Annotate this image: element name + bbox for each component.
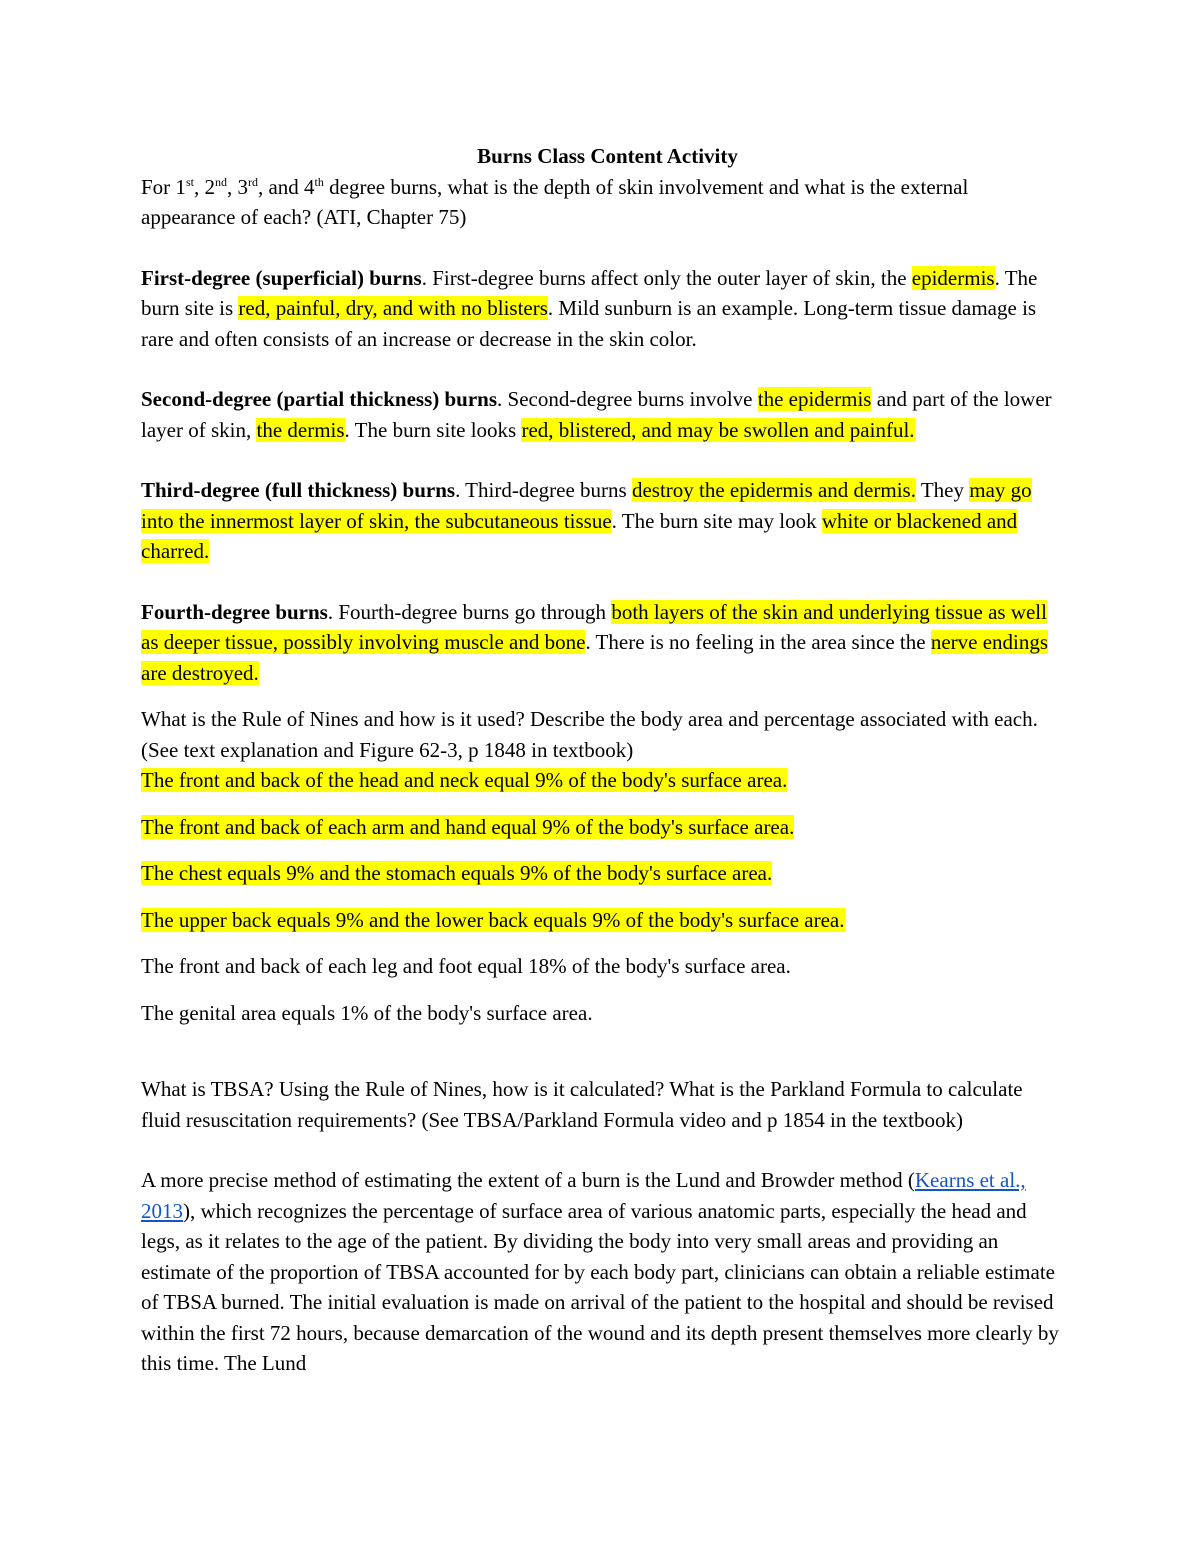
text-run: . Third-degree burns xyxy=(455,478,632,502)
q1-sup: st xyxy=(185,174,194,189)
rule-line: The genital area equals 1% of the body's surface area. xyxy=(141,1000,593,1025)
highlight: The chest equals 9% and the stomach equals 9% of the body's surface area. xyxy=(141,861,773,885)
text-run: . Fourth-degree burns go through xyxy=(327,599,612,624)
highlight: epidermis xyxy=(911,265,995,290)
document-title: Burns Class Content Activity xyxy=(477,144,738,168)
highlight: the dermis xyxy=(256,417,345,442)
text-run: . First-degree burns affect only the outer layer of skin, the xyxy=(421,265,912,290)
highlight: white or blackened and charred. xyxy=(141,508,1018,563)
highlight: both layers of the skin and underlying tissue as well as deeper tissue, possibly involving muscle and bone xyxy=(141,599,1047,654)
question-degrees xyxy=(141,172,1066,233)
text-run: . Second-degree burns involve xyxy=(497,387,758,411)
q1-text: For 1 xyxy=(141,174,186,199)
q1-sup: nd xyxy=(214,174,227,189)
highlight: destroy the epidermis and dermis. xyxy=(631,478,916,502)
document-page xyxy=(141,141,1066,1379)
question-tbsa: What is TBSA? Using the Rule of Nines, how is it calculated? What is the Parkland Formula to calculate fluid resuscitation requirements? (See TBSA/Parkland Formula video and p 1854 in the textbook) xyxy=(141,1077,1023,1132)
fourth-degree-paragraph xyxy=(141,597,1066,689)
text-run: . There is no feeling in the area since the xyxy=(585,630,931,654)
q1-text: degree burns, what is the depth of skin involvement and what is the external appearance of each? (ATI, Chapter 75) xyxy=(141,174,969,229)
first-degree-paragraph xyxy=(141,263,1066,355)
highlight: red, painful, dry, and with no blisters xyxy=(238,296,548,320)
text-run: . Mild sunburn is an example. Long-term tissue damage is rare and often consists of an increase or decrease in the skin color. xyxy=(141,296,1037,351)
text-run: . The burn site may look xyxy=(611,508,822,533)
q1-text: , and 4 xyxy=(257,174,315,199)
highlight: nerve endings are destroyed. xyxy=(141,630,1049,685)
third-degree-paragraph xyxy=(141,475,1066,567)
rule-line xyxy=(141,765,1066,796)
highlight: The front and back of the head and neck equal 9% of the body's surface area. xyxy=(141,768,788,792)
third-degree-heading: Third-degree (full thickness) burns xyxy=(141,478,456,502)
text-run: They xyxy=(915,478,970,502)
first-degree-heading: First-degree (superficial) burns xyxy=(141,265,422,290)
fourth-degree-heading: Fourth-degree burns xyxy=(141,599,328,624)
text-run: A more precise method of estimating the extent of a burn is the Lund and Browder method ( xyxy=(141,1168,915,1192)
text-run: and part of the lower layer of skin, xyxy=(141,387,1052,442)
second-degree-paragraph xyxy=(141,384,1066,445)
highlight: red, blistered, and may be swollen and painful. xyxy=(521,417,915,442)
q1-sup: rd xyxy=(247,174,258,189)
rule-line: The front and back of each leg and foot equal 18% of the body's surface area. xyxy=(141,954,791,978)
q1-text: , 2 xyxy=(193,174,215,199)
q1-sup: th xyxy=(314,174,324,189)
q1-text: , 3 xyxy=(226,174,248,199)
highlight: may go into the innermost layer of skin, the subcutaneous tissue xyxy=(141,478,1032,533)
lund-browder-paragraph xyxy=(141,1165,1066,1379)
text-run: . The burn site looks xyxy=(344,417,522,442)
question-rule-of-nines: What is the Rule of Nines and how is it used? Describe the body area and percentage associated with each. (See text explanation and Figure 62-3, p 1848 in textbook) xyxy=(141,707,1038,762)
second-degree-heading: Second-degree (partial thickness) burns xyxy=(141,387,498,411)
text-run: . The burn site is xyxy=(141,265,1038,320)
highlight: The upper back equals 9% and the lower back equals 9% of the body's surface area. xyxy=(141,907,845,932)
highlight: The front and back of each arm and hand equal 9% of the body's surface area. xyxy=(141,814,795,839)
rule-line xyxy=(141,858,1066,889)
text-run: ), which recognizes the percentage of surface area of various anatomic parts, especially the head and legs, as it relates to the age of the patient. By dividing the body into very small areas and providing an estimate of the proportion of TBSA accounted for by each body part, clinicians can obtain a reliable estimate of TBSA burned. The initial evaluation is made on arrival of the patient to the hospital and should be revised within the first 72 hours, because demarcation of the wound and its depth present themselves more clearly by this time. The Lund xyxy=(141,1198,1059,1375)
citation-link[interactable]: Kearns et al., 2013 xyxy=(141,1168,1026,1223)
rule-line xyxy=(141,905,1066,936)
rule-line xyxy=(141,812,1066,843)
highlight: the epidermis xyxy=(757,387,872,411)
